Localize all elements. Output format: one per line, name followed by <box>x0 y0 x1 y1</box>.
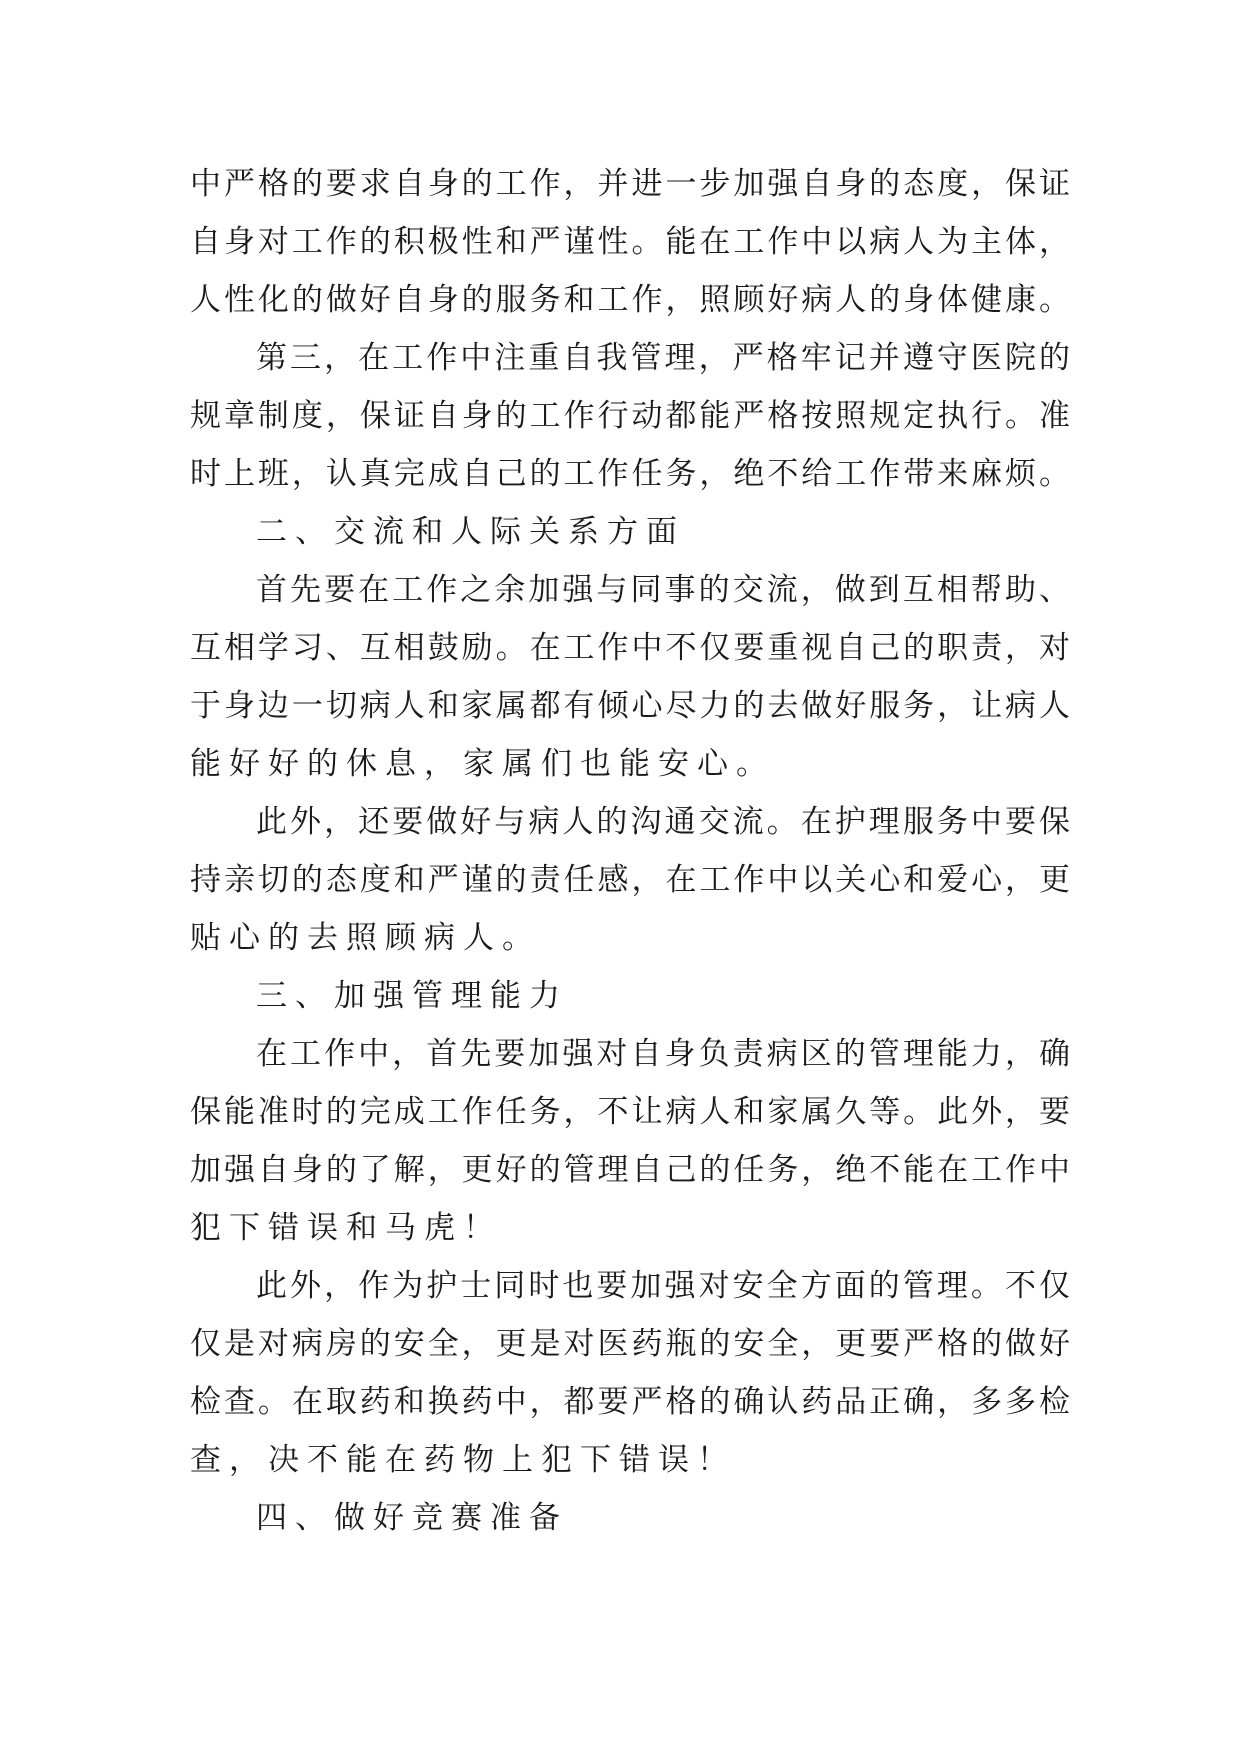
text-line: 查，决不能在药物上犯下错误！ <box>190 1442 736 1478</box>
text-line: 第三，在工作中注重自我管理，严格牢记并遵守医院的 <box>256 340 1070 376</box>
text-line: 在工作中，首先要加强对自身负责病区的管理能力，确 <box>256 1036 1070 1072</box>
text-line: 此外，作为护士同时也要加强对安全方面的管理。不仅 <box>256 1268 1070 1304</box>
text-line: 人性化的做好自身的服务和工作，照顾好病人的身体健康。 <box>190 282 1070 318</box>
text-line: 四、做好竞赛准备 <box>256 1500 568 1536</box>
text-line: 贴心的去照顾病人。 <box>190 920 541 956</box>
text-line: 互相学习、互相鼓励。在工作中不仅要重视自己的职责，对 <box>190 630 1070 666</box>
text-line: 仅是对病房的安全，更是对医药瓶的安全，更要严格的做好 <box>190 1326 1070 1362</box>
text-line: 加强自身的了解，更好的管理自己的任务，绝不能在工作中 <box>190 1152 1070 1188</box>
text-line: 时上班，认真完成自己的工作任务，绝不给工作带来麻烦。 <box>190 456 1070 492</box>
document-body <box>190 155 1070 1547</box>
text-line: 于身边一切病人和家属都有倾心尽力的去做好服务，让病人 <box>190 688 1070 724</box>
text-line: 规章制度，保证自身的工作行动都能严格按照规定执行。准 <box>190 398 1070 434</box>
text-line: 能好好的休息，家属们也能安心。 <box>190 746 775 782</box>
text-line: 持亲切的态度和严谨的责任感，在工作中以关心和爱心，更 <box>190 862 1070 898</box>
text-line: 犯下错误和马虎！ <box>190 1210 502 1246</box>
text-line: 此外，还要做好与病人的沟通交流。在护理服务中要保 <box>256 804 1070 840</box>
text-line: 首先要在工作之余加强与同事的交流，做到互相帮助、 <box>256 572 1070 608</box>
text-line: 保能准时的完成工作任务，不让病人和家属久等。此外，要 <box>190 1094 1070 1130</box>
text-line: 自身对工作的积极性和严谨性。能在工作中以病人为主体， <box>190 224 1070 260</box>
text-line: 三、加强管理能力 <box>256 978 568 1014</box>
text-line: 二、交流和人际关系方面 <box>256 514 685 550</box>
text-line: 检查。在取药和换药中，都要严格的确认药品正确，多多检 <box>190 1384 1070 1420</box>
text-line: 中严格的要求自身的工作，并进一步加强自身的态度，保证 <box>190 166 1070 202</box>
